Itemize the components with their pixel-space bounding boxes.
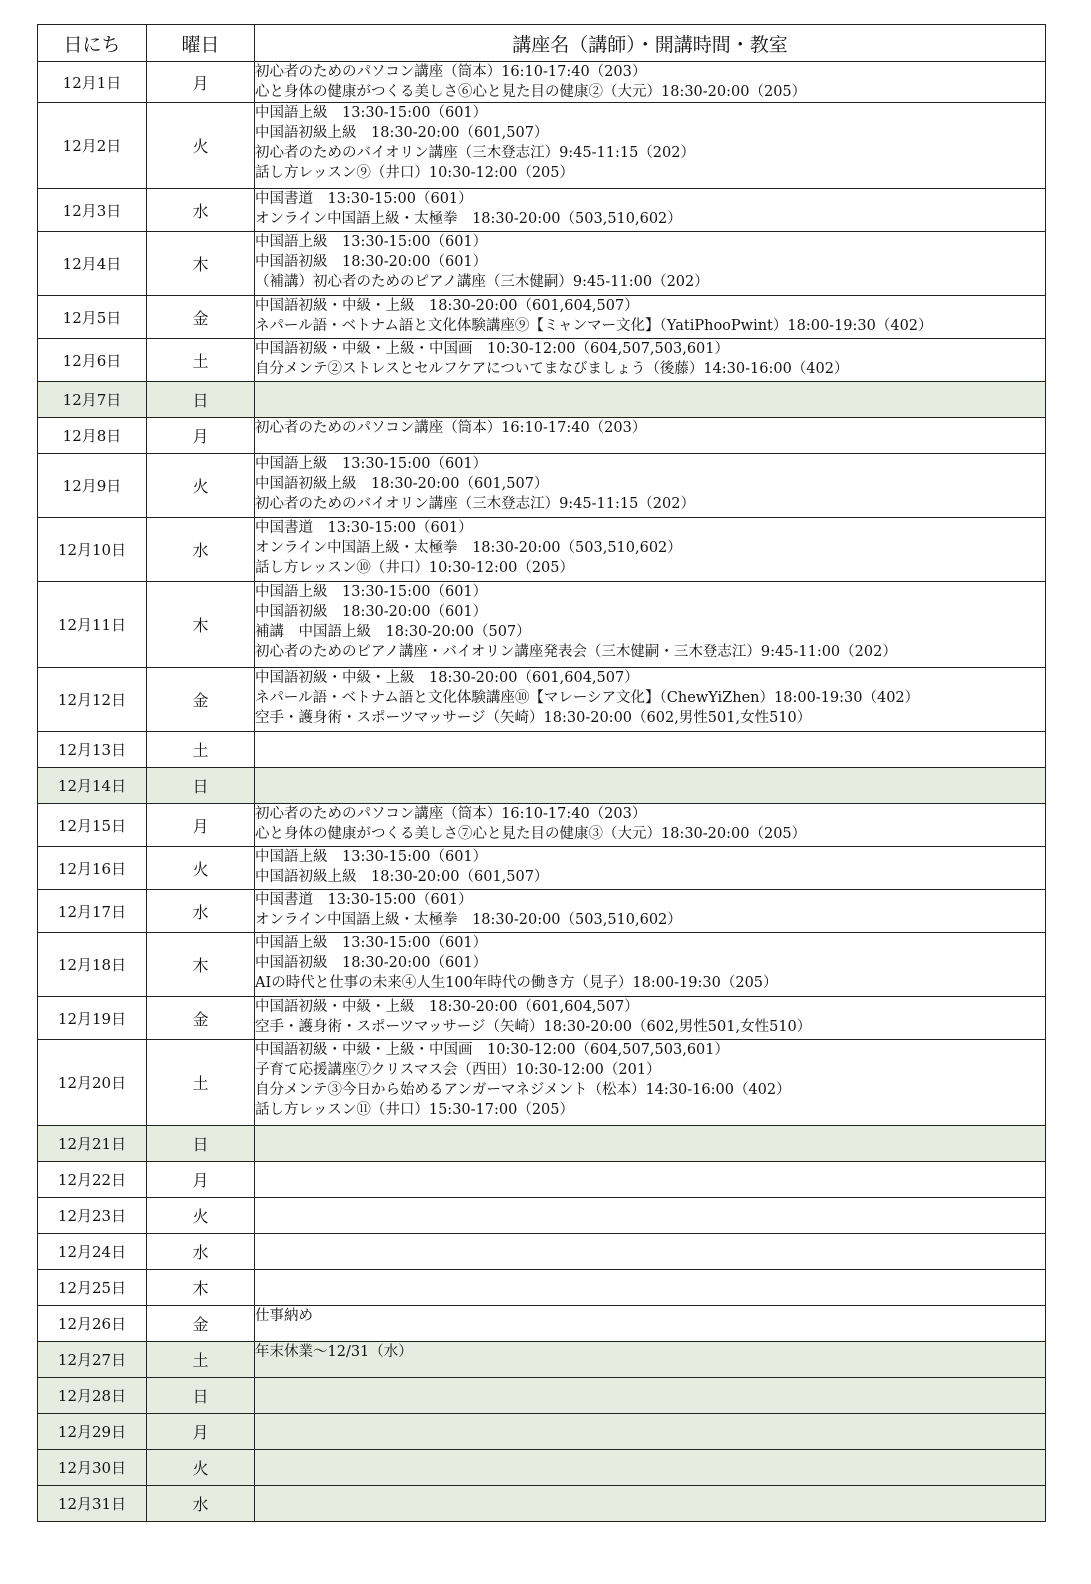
lecture-line: ネパール語・ベトナム語と文化体験講座⑩【マレーシア文化】（ChewYiZhen）18:00-19:30（402） [255, 690, 920, 706]
table-row [38, 997, 1046, 1040]
weekday-cell: 水 [147, 518, 255, 582]
lecture-line: 中国語初級 18:30-20:00（601） [255, 604, 488, 620]
date-cell: 12月8日 [38, 418, 147, 454]
lecture-line: 初心者のためのパソコン講座（筒本）16:10-17:40（203） [255, 64, 647, 80]
weekday-cell: 日 [147, 1126, 255, 1162]
weekday-cell: 木 [147, 1270, 255, 1306]
table-row [38, 382, 1046, 418]
lecture-line: 仕事納め [255, 1308, 313, 1324]
table-row [38, 1342, 1046, 1378]
weekday-cell: 木 [147, 582, 255, 668]
lecture-cell [255, 103, 1046, 189]
lecture-line: 中国語初級 18:30-20:00（601） [255, 955, 488, 971]
weekday-cell: 日 [147, 768, 255, 804]
lecture-line: 心と身体の健康がつくる美しさ⑦心と見た目の健康③（大元）18:30-20:00（205） [255, 826, 807, 842]
lecture-cell [255, 1450, 1046, 1486]
weekday-cell: 月 [147, 1162, 255, 1198]
lecture-line: 話し方レッスン⑪（井口）15:30-17:00（205） [255, 1102, 575, 1118]
lecture-cell [255, 454, 1046, 518]
table-row [38, 339, 1046, 382]
weekday-cell: 火 [147, 847, 255, 890]
lecture-cell [255, 804, 1046, 847]
table-row [38, 1234, 1046, 1270]
lecture-line: ネパール語・ベトナム語と文化体験講座⑨【ミャンマー文化】（YatiPhooPwint）18:00-19:30（402） [255, 318, 933, 334]
lecture-cell [255, 768, 1046, 804]
weekday-cell: 金 [147, 668, 255, 732]
table-row [38, 768, 1046, 804]
table-row [38, 189, 1046, 232]
weekday-cell: 金 [147, 296, 255, 339]
lecture-cell [255, 847, 1046, 890]
weekday-cell: 水 [147, 890, 255, 933]
table-row [38, 582, 1046, 668]
date-cell: 12月10日 [38, 518, 147, 582]
lecture-line: 話し方レッスン⑨（井口）10:30-12:00（205） [255, 165, 575, 181]
lecture-line: 中国書道 13:30-15:00（601） [255, 892, 473, 908]
lecture-line: 初心者のためのパソコン講座（筒本）16:10-17:40（203） [255, 806, 647, 822]
lecture-line: 補講 中国語上級 18:30-20:00（507） [255, 624, 531, 640]
date-cell: 12月30日 [38, 1450, 147, 1486]
lecture-line: 初心者のためのパソコン講座（筒本）16:10-17:40（203） [255, 420, 647, 436]
header-row [38, 25, 1046, 62]
lecture-line: 初心者のためのバイオリン講座（三木登志江）9:45-11:15（202） [255, 496, 695, 512]
table-row [38, 103, 1046, 189]
weekday-cell: 土 [147, 1040, 255, 1126]
weekday-cell: 月 [147, 804, 255, 847]
lecture-cell [255, 732, 1046, 768]
date-cell: 12月4日 [38, 232, 147, 296]
date-cell: 12月11日 [38, 582, 147, 668]
date-cell: 12月3日 [38, 189, 147, 232]
lecture-line: 中国語上級 13:30-15:00（601） [255, 456, 488, 472]
lecture-line: 中国語初級・中級・上級 18:30-20:00（601,604,507） [255, 298, 639, 314]
weekday-cell: 水 [147, 1486, 255, 1522]
lecture-line: 中国語初級・中級・上級 18:30-20:00（601,604,507） [255, 670, 639, 686]
date-cell: 12月12日 [38, 668, 147, 732]
date-cell: 12月23日 [38, 1198, 147, 1234]
lecture-line: 中国語上級 13:30-15:00（601） [255, 935, 488, 951]
header-lecture: 講座名（講師）・開講時間・教室 [255, 25, 1046, 62]
schedule-table [37, 24, 1046, 1522]
lecture-cell [255, 1414, 1046, 1450]
header-date: 日にち [38, 25, 147, 62]
lecture-line: 中国語初級・中級・上級・中国画 10:30-12:00（604,507,503,601） [255, 341, 730, 357]
table-row [38, 732, 1046, 768]
lecture-line: 空手・護身術・スポーツマッサージ（矢崎）18:30-20:00（602,男性501,女性510） [255, 710, 812, 726]
date-cell: 12月14日 [38, 768, 147, 804]
lecture-cell [255, 1234, 1046, 1270]
lecture-line: （補講）初心者のためのピアノ講座（三木健嗣）9:45-11:00（202） [255, 274, 709, 290]
date-cell: 12月25日 [38, 1270, 147, 1306]
date-cell: 12月15日 [38, 804, 147, 847]
table-row [38, 1306, 1046, 1342]
lecture-cell [255, 296, 1046, 339]
lecture-line: 中国語初級上級 18:30-20:00（601,507） [255, 869, 549, 885]
date-cell: 12月24日 [38, 1234, 147, 1270]
lecture-line: 初心者のためのピアノ講座・バイオリン講座発表会（三木健嗣・三木登志江）9:45-11:00（202） [255, 644, 897, 660]
lecture-line: オンライン中国語上級・太極拳 18:30-20:00（503,510,602） [255, 912, 682, 928]
weekday-cell: 金 [147, 1306, 255, 1342]
lecture-line: 初心者のためのバイオリン講座（三木登志江）9:45-11:15（202） [255, 145, 695, 161]
date-cell: 12月27日 [38, 1342, 147, 1378]
lecture-line: 中国語初級上級 18:30-20:00（601,507） [255, 476, 549, 492]
date-cell: 12月5日 [38, 296, 147, 339]
lecture-cell [255, 1040, 1046, 1126]
date-cell: 12月20日 [38, 1040, 147, 1126]
weekday-cell: 月 [147, 62, 255, 103]
table-row [38, 1198, 1046, 1234]
date-cell: 12月22日 [38, 1162, 147, 1198]
date-cell: 12月7日 [38, 382, 147, 418]
lecture-line: 中国語初級上級 18:30-20:00（601,507） [255, 125, 549, 141]
table-row [38, 668, 1046, 732]
weekday-cell: 日 [147, 382, 255, 418]
table-row [38, 1162, 1046, 1198]
weekday-cell: 水 [147, 1234, 255, 1270]
lecture-cell [255, 382, 1046, 418]
weekday-cell: 土 [147, 1342, 255, 1378]
lecture-cell [255, 1486, 1046, 1522]
lecture-cell [255, 582, 1046, 668]
lecture-line: 空手・護身術・スポーツマッサージ（矢崎）18:30-20:00（602,男性501,女性510） [255, 1019, 812, 1035]
lecture-cell [255, 418, 1046, 454]
lecture-line: 中国語初級・中級・上級 18:30-20:00（601,604,507） [255, 999, 639, 1015]
date-cell: 12月26日 [38, 1306, 147, 1342]
date-cell: 12月19日 [38, 997, 147, 1040]
table-row [38, 933, 1046, 997]
lecture-line: 心と身体の健康がつくる美しさ⑥心と見た目の健康②（大元）18:30-20:00（205） [255, 84, 807, 100]
lecture-cell [255, 1162, 1046, 1198]
lecture-line: 年末休業～12/31（水） [255, 1344, 413, 1360]
lecture-line: 中国語上級 13:30-15:00（601） [255, 234, 488, 250]
lecture-line: 中国語初級 18:30-20:00（601） [255, 254, 488, 270]
table-row [38, 296, 1046, 339]
weekday-cell: 月 [147, 418, 255, 454]
table-row [38, 1450, 1046, 1486]
table-row [38, 1126, 1046, 1162]
lecture-line: 中国書道 13:30-15:00（601） [255, 191, 473, 207]
lecture-line: 子育て応援講座⑦クリスマス会（西田）10:30-12:00（201） [255, 1062, 661, 1078]
lecture-cell [255, 1270, 1046, 1306]
weekday-cell: 火 [147, 1450, 255, 1486]
weekday-cell: 火 [147, 454, 255, 518]
date-cell: 12月29日 [38, 1414, 147, 1450]
date-cell: 12月31日 [38, 1486, 147, 1522]
lecture-line: 話し方レッスン⑩（井口）10:30-12:00（205） [255, 560, 575, 576]
table-row [38, 518, 1046, 582]
date-cell: 12月9日 [38, 454, 147, 518]
lecture-cell [255, 1198, 1046, 1234]
lecture-line: 中国語上級 13:30-15:00（601） [255, 105, 488, 121]
lecture-cell [255, 518, 1046, 582]
date-cell: 12月17日 [38, 890, 147, 933]
weekday-cell: 木 [147, 232, 255, 296]
lecture-cell [255, 339, 1046, 382]
weekday-cell: 火 [147, 1198, 255, 1234]
table-row [38, 418, 1046, 454]
lecture-line: 中国語上級 13:30-15:00（601） [255, 849, 488, 865]
table-row [38, 1270, 1046, 1306]
table-row [38, 232, 1046, 296]
lecture-line: 自分メンテ③今日から始めるアンガーマネジメント（松本）14:30-16:00（402） [255, 1082, 791, 1098]
lecture-line: 中国語初級・中級・上級・中国画 10:30-12:00（604,507,503,601） [255, 1042, 730, 1058]
date-cell: 12月16日 [38, 847, 147, 890]
weekday-cell: 月 [147, 1414, 255, 1450]
date-cell: 12月1日 [38, 62, 147, 103]
weekday-cell: 水 [147, 189, 255, 232]
lecture-line: 自分メンテ②ストレスとセルフケアについてまなびましょう（後藤）14:30-16:00（402） [255, 361, 849, 377]
lecture-cell [255, 1378, 1046, 1414]
header-dow: 曜日 [147, 25, 255, 62]
table-row [38, 454, 1046, 518]
lecture-cell [255, 1342, 1046, 1378]
date-cell: 12月13日 [38, 732, 147, 768]
date-cell: 12月2日 [38, 103, 147, 189]
lecture-cell [255, 189, 1046, 232]
weekday-cell: 金 [147, 997, 255, 1040]
weekday-cell: 木 [147, 933, 255, 997]
lecture-line: オンライン中国語上級・太極拳 18:30-20:00（503,510,602） [255, 540, 682, 556]
table-row [38, 1378, 1046, 1414]
lecture-cell [255, 62, 1046, 103]
lecture-cell [255, 997, 1046, 1040]
table-row [38, 62, 1046, 103]
table-row [38, 1414, 1046, 1450]
date-cell: 12月28日 [38, 1378, 147, 1414]
table-row [38, 804, 1046, 847]
schedule-body [38, 62, 1046, 1522]
weekday-cell: 日 [147, 1378, 255, 1414]
table-row [38, 847, 1046, 890]
date-cell: 12月6日 [38, 339, 147, 382]
date-cell: 12月18日 [38, 933, 147, 997]
lecture-line: 中国語上級 13:30-15:00（601） [255, 584, 488, 600]
lecture-line: オンライン中国語上級・太極拳 18:30-20:00（503,510,602） [255, 211, 682, 227]
lecture-cell [255, 232, 1046, 296]
lecture-line: 中国書道 13:30-15:00（601） [255, 520, 473, 536]
lecture-cell [255, 1306, 1046, 1342]
table-row [38, 890, 1046, 933]
lecture-cell [255, 668, 1046, 732]
weekday-cell: 火 [147, 103, 255, 189]
table-row [38, 1040, 1046, 1126]
lecture-cell [255, 933, 1046, 997]
table-row [38, 1486, 1046, 1522]
weekday-cell: 土 [147, 732, 255, 768]
weekday-cell: 土 [147, 339, 255, 382]
date-cell: 12月21日 [38, 1126, 147, 1162]
lecture-line: AIの時代と仕事の未来④人生100年時代の働き方（見子）18:00-19:30（205） [255, 975, 778, 991]
lecture-cell [255, 890, 1046, 933]
lecture-cell [255, 1126, 1046, 1162]
